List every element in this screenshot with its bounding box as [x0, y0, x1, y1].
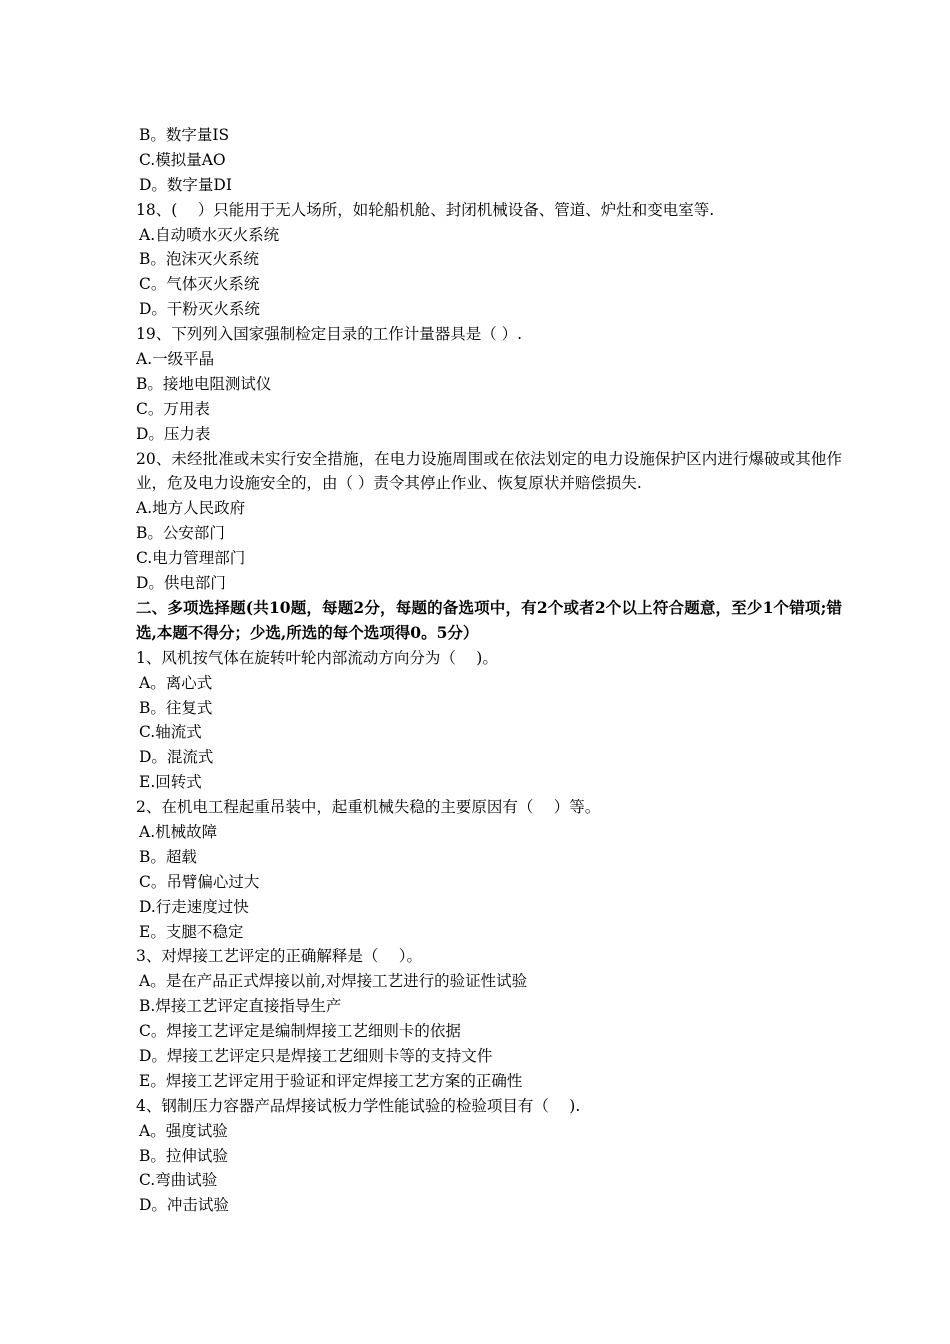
mc-option-2-e: E。支腿不稳定	[139, 922, 244, 941]
option-19-b: B。接地电阻测试仪	[136, 374, 272, 393]
mc-option-4-d: D。冲击试验	[139, 1196, 229, 1215]
mc-option-2-b: B。超载	[139, 847, 197, 866]
mc-option-2-d: D.行走速度过快	[139, 897, 249, 916]
mc-option-3-a: A。是在产品正式焊接以前,对焊接工艺进行的验证性试验	[139, 972, 528, 991]
option-20-c: C.电力管理部门	[136, 549, 246, 568]
mc-option-1-b: B。往复式	[139, 698, 213, 717]
question-18: 18、( ）只能用于无人场所，如轮船机舱、封闭机械设备、管道、炉灶和变电室等.	[136, 200, 715, 219]
question-19: 19、下列列入国家强制检定目录的工作计量器具是（ ）.	[136, 325, 523, 344]
mc-question-3: 3、对焊接工艺评定的正确解释是（ ）。	[136, 947, 423, 966]
mc-option-4-b: B。拉伸试验	[139, 1146, 228, 1165]
mc-option-1-e: E.回转式	[139, 773, 202, 792]
mc-option-3-c: C。焊接工艺评定是编制焊接工艺细则卡的依据	[139, 1022, 461, 1041]
mc-option-2-c: C。吊臂偏心过大	[139, 872, 260, 891]
mc-option-2-a: A.机械故障	[139, 823, 218, 841]
mc-question-1: 1、风机按气体在旋转叶轮内部流动方向分为（ )。	[136, 648, 498, 667]
option-17-b: B。数字量IS	[139, 126, 230, 144]
section-heading-multiple-choice: 二、多项选择题(共10题，每题2分，每题的备选项中，有2个或者2个以上符合题意，至少1个错项;错选,本题不得分；少选,所选的每个选项得0。5分）	[136, 597, 842, 642]
mc-question-4: 4、钢制压力容器产品焊接试板力学性能试验的检验项目有（ ).	[136, 1096, 581, 1115]
option-18-d: D。干粉灭火系统	[139, 300, 260, 319]
option-20-b: B。公安部门	[136, 524, 225, 543]
mc-option-1-c: C.轴流式	[139, 723, 202, 742]
mc-option-3-d: D。焊接工艺评定只是焊接工艺细则卡等的支持文件	[139, 1047, 493, 1066]
option-17-d: D。数字量DI	[139, 175, 232, 194]
question-20: 20、未经批准或未实行安全措施，在电力设施周围或在依法划定的电力设施保护区内进行爆破或其他作业，危及电力设施安全的，由（ ）责令其停止作业、恢复原状并赔偿损失.	[136, 449, 842, 493]
mc-question-2: 2、在机电工程起重吊装中，起重机械失稳的主要原因有（ ）等。	[136, 798, 601, 817]
option-18-c: C。气体灭火系统	[139, 275, 260, 294]
mc-option-4-a: A。强度试验	[139, 1121, 228, 1140]
option-20-a: A.地方人民政府	[136, 499, 246, 518]
option-20-d: D。供电部门	[136, 574, 226, 593]
mc-option-3-b: B.焊接工艺评定直接指导生产	[139, 997, 342, 1016]
mc-option-4-c: C.弯曲试验	[139, 1171, 218, 1190]
option-19-a: A.一级平晶	[136, 350, 215, 369]
option-17-c: C.模拟量AO	[139, 150, 226, 169]
mc-option-3-e: E。焊接工艺评定用于验证和评定焊接工艺方案的正确性	[139, 1071, 523, 1090]
option-18-b: B。泡沫灭火系统	[139, 250, 259, 269]
mc-option-1-d: D。混流式	[139, 748, 214, 767]
mc-option-1-a: A。离心式	[139, 673, 213, 692]
option-18-a: A.自动喷水灭火系统	[139, 225, 280, 244]
document-body	[136, 123, 842, 1218]
option-19-c: C。万用表	[136, 399, 210, 418]
option-19-d: D。压力表	[136, 424, 211, 443]
